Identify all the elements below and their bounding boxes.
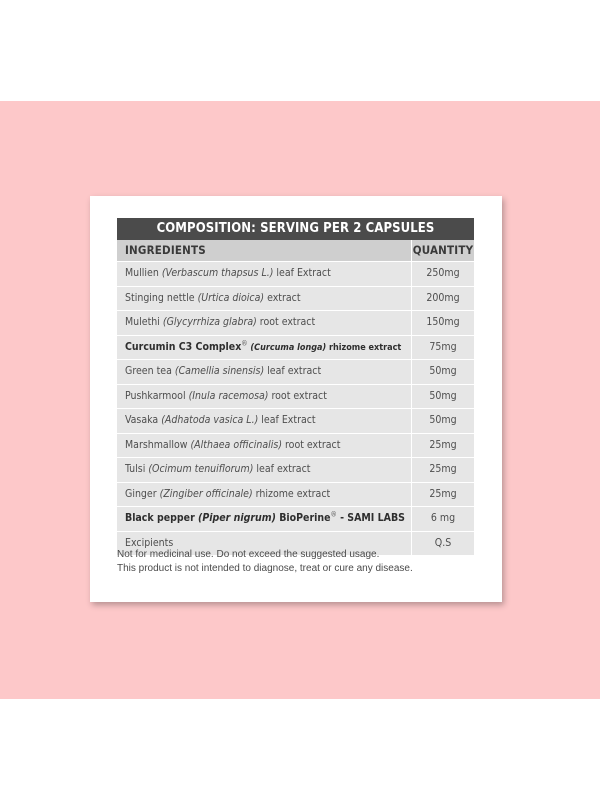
disclaimer-line: This product is not intended to diagnose, treat or cure any disease. — [117, 563, 413, 574]
quantity-cell: 50mg — [411, 360, 474, 384]
ingredient-cell: Black pepper (Piper nigrum) BioPerine® - SAMI LABS — [125, 510, 405, 524]
disclaimer — [117, 548, 477, 576]
ingredient-cell: Green tea (Camellia sinensis) leaf extract — [125, 365, 322, 377]
quantity-cell: 50mg — [411, 409, 474, 433]
ingredient-cell: Curcumin C3 Complex® (Curcuma longa) rhizome extract — [125, 339, 402, 353]
ingredient-cell: Ginger (Zingiber officinale) rhizome extract — [125, 487, 331, 500]
table-row — [117, 482, 474, 507]
quantity-cell: Q.S — [411, 532, 474, 556]
table-row — [117, 310, 474, 335]
quantity-cell: 150mg — [411, 311, 474, 335]
ingredient-cell: Tulsi (Ocimum tenuiflorum) leaf extract — [125, 463, 311, 475]
quantity-cell: 6 mg — [411, 507, 474, 531]
header-ingredients: INGREDIENTS — [125, 243, 206, 257]
ingredient-cell: Excipients — [125, 536, 174, 549]
quantity-cell: 25mg — [411, 458, 474, 482]
ingredient-cell: Mulethi (Glycyrrhiza glabra) root extract — [125, 316, 316, 328]
table-row — [117, 261, 474, 286]
table-header-row — [117, 240, 474, 261]
composition-card — [90, 196, 502, 602]
ingredient-cell: Pushkarmool (Inula racemosa) root extract — [125, 389, 327, 402]
ingredient-cell: Vasaka (Adhatoda vasica L.) leaf Extract — [125, 414, 316, 426]
table-row — [117, 408, 474, 433]
header-quantity: QUANTITY — [411, 240, 474, 261]
composition-table — [117, 218, 474, 555]
ingredient-cell: Mullien (Verbascum thapsus L.) leaf Extract — [125, 267, 331, 279]
quantity-cell: 250mg — [411, 262, 474, 286]
quantity-cell: 25mg — [411, 483, 474, 507]
table-row — [117, 286, 474, 311]
table-row — [117, 384, 474, 409]
table-row — [117, 457, 474, 482]
ingredient-cell: Marshmallow (Althaea officinalis) root extract — [125, 438, 341, 451]
quantity-cell: 75mg — [411, 336, 474, 360]
quantity-cell: 50mg — [411, 385, 474, 409]
quantity-cell: 25mg — [411, 434, 474, 458]
table-row — [117, 359, 474, 384]
ingredient-cell: Stinging nettle (Urtica dioica) extract — [125, 291, 301, 304]
table-row — [117, 433, 474, 458]
table-row — [117, 506, 474, 531]
table-row — [117, 335, 474, 360]
quantity-cell: 200mg — [411, 287, 474, 311]
disclaimer-line: Not for medicinal use. Do not exceed the suggested usage. — [117, 549, 380, 560]
table-title: COMPOSITION: SERVING PER 2 CAPSULES — [117, 218, 474, 240]
